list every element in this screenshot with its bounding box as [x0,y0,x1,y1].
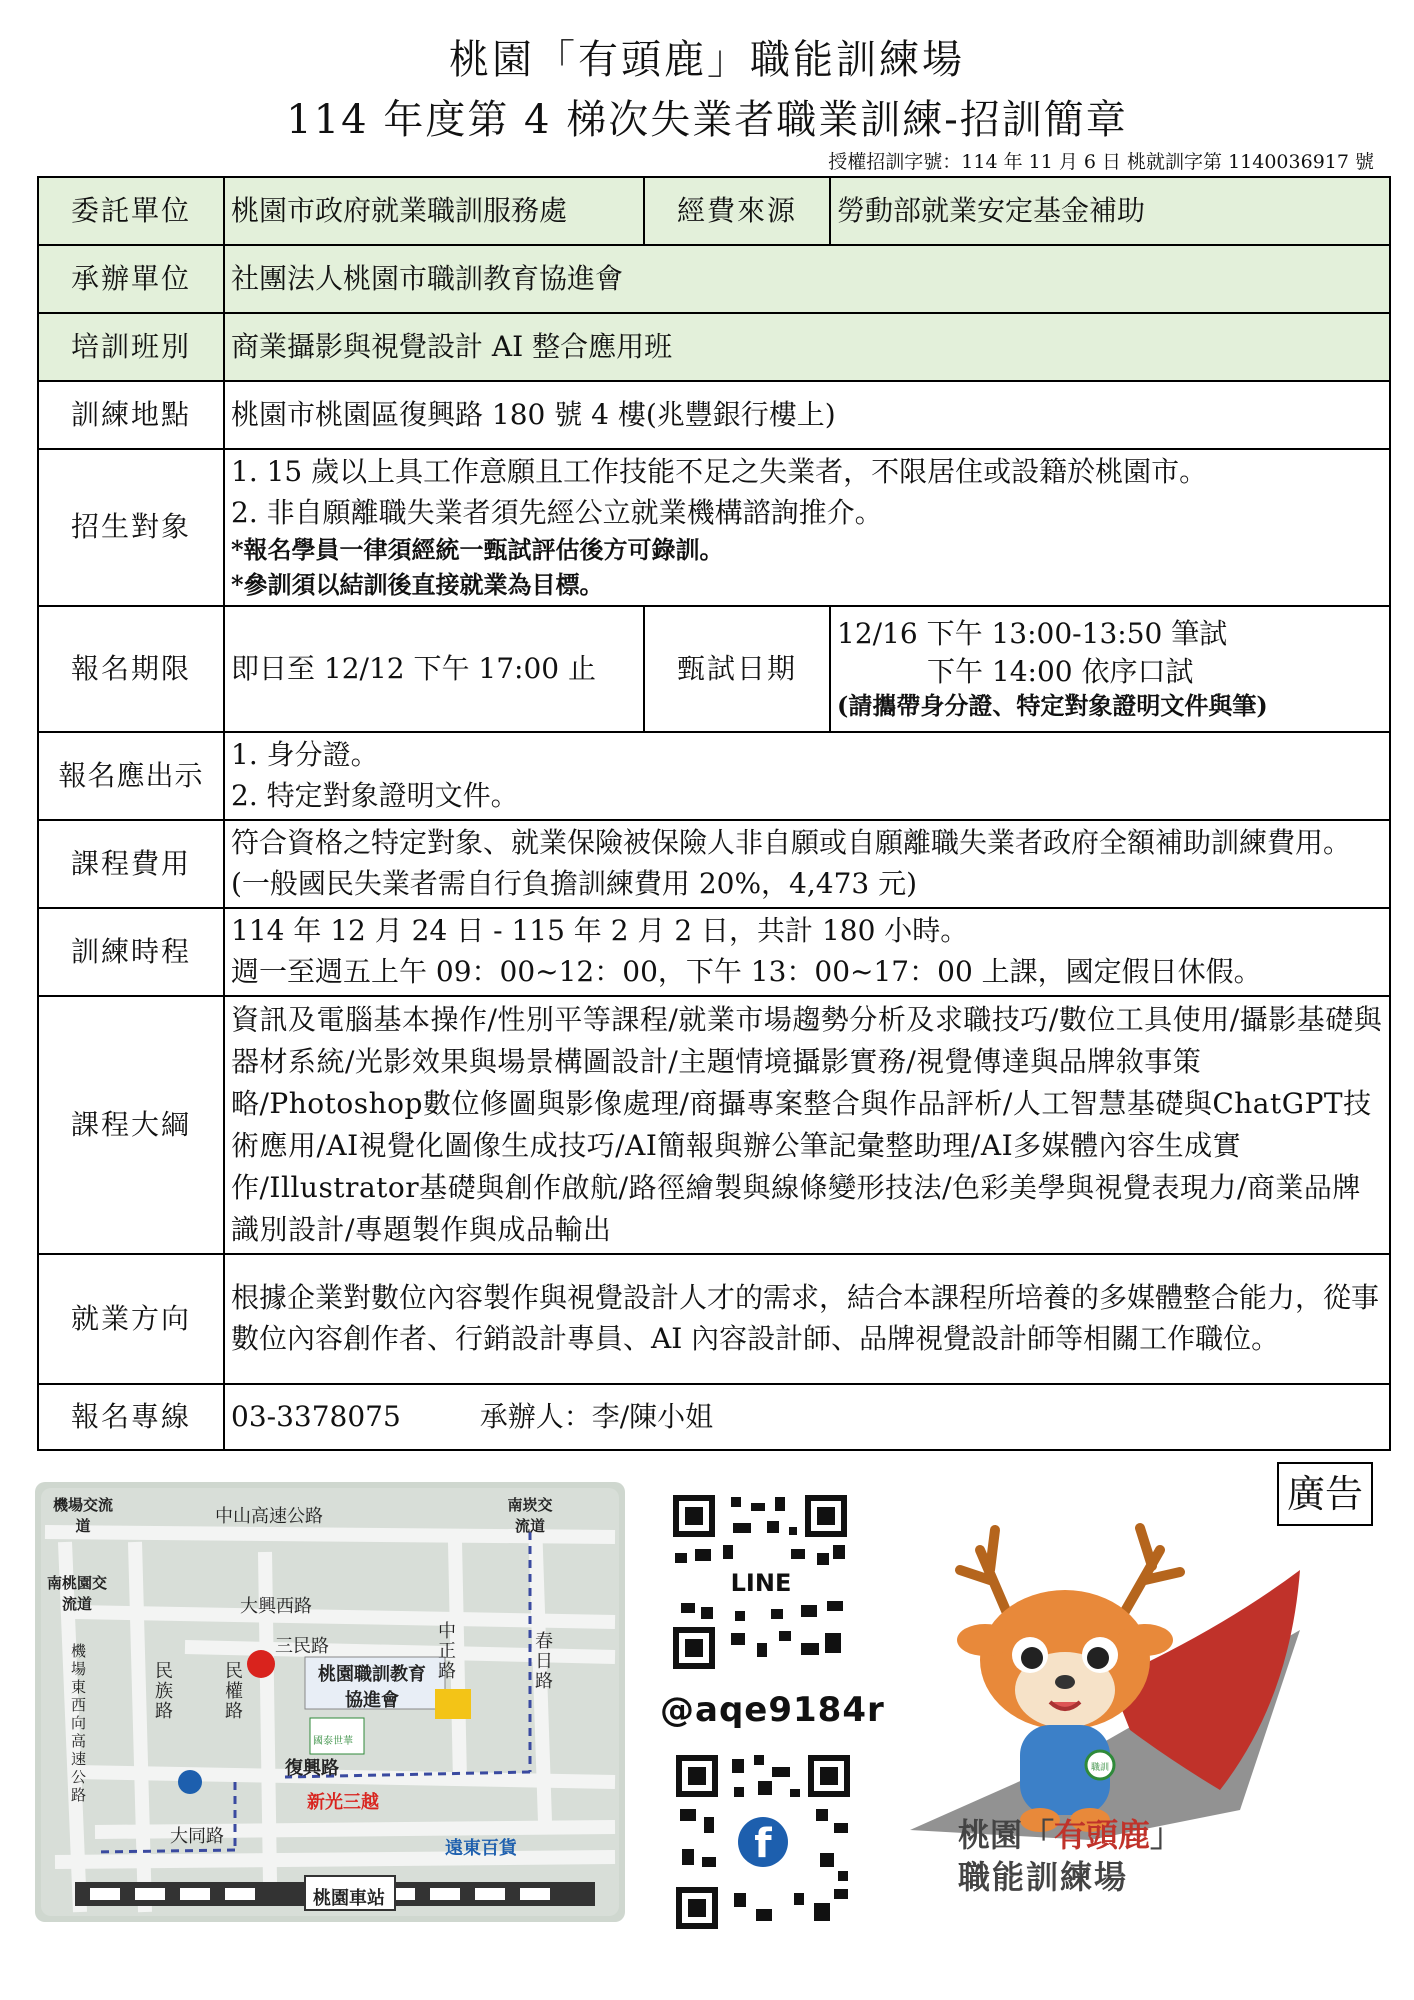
docs-line-2: 2. 特定對象證明文件。 [231,778,519,812]
location-map [35,1482,625,1922]
target-note-1: *報名學員一律須經統一甄試評估後方可錄訓。 [231,535,724,565]
career-value: 根據企業對數位內容製作與視覺設計人才的需求，結合本課程所培養的多媒體整合能力，從事數位內容創作者、行銷設計專員、AI 內容設計師、品牌視覺設計師等相關工作職位。 [224,1254,1390,1384]
exam-line-3: (請攜帶身分證、特定對象證明文件與筆) [837,691,1268,721]
exam-label: 甄試日期 [644,606,830,732]
line-qr-label: LINE [730,1569,792,1597]
location-value: 桃園市桃園區復興路 180 號 4 樓(兆豐銀行樓上) [224,381,1390,449]
map-label-minquan-road: 民權路 [225,1661,243,1722]
exam-line-2: 下午 14:00 依序口試 [927,654,1194,688]
schedule-line-2: 週一至週五上午 09：00~12：00，下午 13：00~17：00 上課，國定假日休假。 [231,954,1262,988]
map-label-nankan-interchange: 南崁交流道 [507,1496,553,1535]
map-label-airport-interchange: 機場交流道 [53,1496,114,1535]
entrusting-label: 委託單位 [38,177,224,245]
logo-line2: 職能訓練場 [958,1858,1129,1896]
location-label: 訓練地點 [38,381,224,449]
map-label-chunri-road: 春日路 [535,1631,553,1692]
map-label-fuxing-road: 復興路 [285,1758,339,1779]
class-label: 培訓班別 [38,313,224,381]
map-label-daxing-west-road: 大興西路 [240,1596,312,1617]
advertisement-label: 廣告 [1277,1462,1373,1526]
line-id: @aqe9184r [660,1690,885,1730]
map-label-datong-road: 大同路 [170,1826,224,1847]
permit-number: 授權招訓字號：114 年 11 月 6 日 桃就訓字第 1140036917 號 [828,151,1374,173]
docs-line-1: 1. 身分證。 [231,738,379,772]
target-line-1: 1. 15 歲以上具工作意願且工作技能不足之失業者，不限居住或設籍於桃園市。 [231,455,1208,488]
facebook-icon: f [754,1821,772,1867]
map-label-training-association: 桃園職訓教育協進會 [318,1664,426,1711]
map-label-sanmin-road: 三民路 [275,1636,329,1657]
outline-label: 課程大綱 [38,996,224,1254]
map-label-airport-expressway: 機場東西向高速公路 [71,1642,87,1804]
career-label: 就業方向 [38,1254,224,1384]
map-label-cathay-bank: 國泰世華 [313,1736,353,1747]
logo-part1: 桃園「 [958,1816,1055,1854]
funding-value: 勞動部就業安定基金補助 [830,177,1390,245]
exam-value [830,606,1390,732]
organizer-label: 承辦單位 [38,245,224,313]
exam-line-1: 12/16 下午 13:00-13:50 筆試 [837,616,1228,650]
outline-value: 資訊及電腦基本操作/性別平等課程/就業市場趨勢分析及求職技巧/數位工具使用/攝影基礎與器材系統/光影效果與場景構圖設計/主題情境攝影實務/視覺傳達與品牌敘事策略/Photoshop數位修圖與影像處理/商攝專案整合與作品評析/人工智慧基礎與ChatGPT技術應用/AI視覺化圖像生成技巧/AI簡報與辦公筆記彙整助理/AI多媒體內容生成實作/Illustrator基礎與創作啟航/路徑繪製與線條變形技法/色彩美學與視覺表現力/商業品牌識別設計/專題製作與成品輸出 [224,996,1390,1254]
line-qr-code [671,1493,849,1671]
map-label-minzu-road: 民族路 [155,1661,173,1722]
target-note-2: *參訓須以結訓後直接就業為目標。 [231,569,604,599]
map-label-zhongzheng-road: 中正路 [438,1621,456,1682]
schedule-label: 訓練時程 [38,908,224,996]
target-label: 招生對象 [38,449,224,606]
target-value [224,449,1390,606]
deadline-value: 即日至 12/12 下午 17:00 止 [224,606,644,732]
contact-person: 承辦人：李/陳小姐 [479,1399,714,1433]
hotline-cell [224,1384,1390,1450]
schedule-value [224,908,1390,996]
logo-part3: 」 [1150,1816,1183,1854]
fee-label: 課程費用 [38,820,224,908]
funding-label: 經費來源 [644,177,830,245]
facebook-qr-code [674,1753,852,1931]
mascot-badge-text: 職訓 [1090,1763,1110,1773]
hotline-number: 03-3378075 [231,1399,401,1433]
logo-line1 [958,1810,1182,1856]
map-label-zhongshan-highway: 中山高速公路 [215,1506,323,1527]
map-label-far-eastern-department-store: 遠東百貨 [445,1838,517,1859]
deadline-label: 報名期限 [38,606,224,732]
title-line1: 桃園「有頭鹿」職能訓練場 [449,37,965,83]
hotline-label: 報名專線 [38,1384,224,1450]
class-value: 商業攝影與視覺設計 AI 整合應用班 [224,313,1390,381]
map-label-taoyuan-station: 桃園車站 [313,1888,385,1909]
docs-value [224,732,1390,820]
schedule-line-1: 114 年 12 月 24 日 - 115 年 2 月 2 日，共計 180 小時。 [231,914,969,948]
organizer-value: 社團法人桃園市職訓教育協進會 [224,245,1390,313]
info-table [37,176,1391,1451]
title-line2: 114 年度第 4 梯次失業者職業訓練-招訓簡章 [286,97,1128,143]
docs-label: 報名應出示 [38,732,224,820]
map-label-south-taoyuan-interchange: 南桃園交流道 [47,1574,108,1613]
fee-value: 符合資格之特定對象、就業保險被保險人非自願或自願離職失業者政府全額補助訓練費用。(一般國民失業者需自行負擔訓練費用 20%，4,473 元) [224,820,1390,908]
map-label-shin-kong-mitsukoshi: 新光三越 [307,1792,379,1813]
entrusting-value: 桃園市政府就業職訓服務處 [224,177,644,245]
logo-part2: 有頭鹿 [1054,1816,1151,1854]
target-line-2: 2. 非自願離職失業者須先經公立就業機構諮詢推介。 [231,495,883,529]
